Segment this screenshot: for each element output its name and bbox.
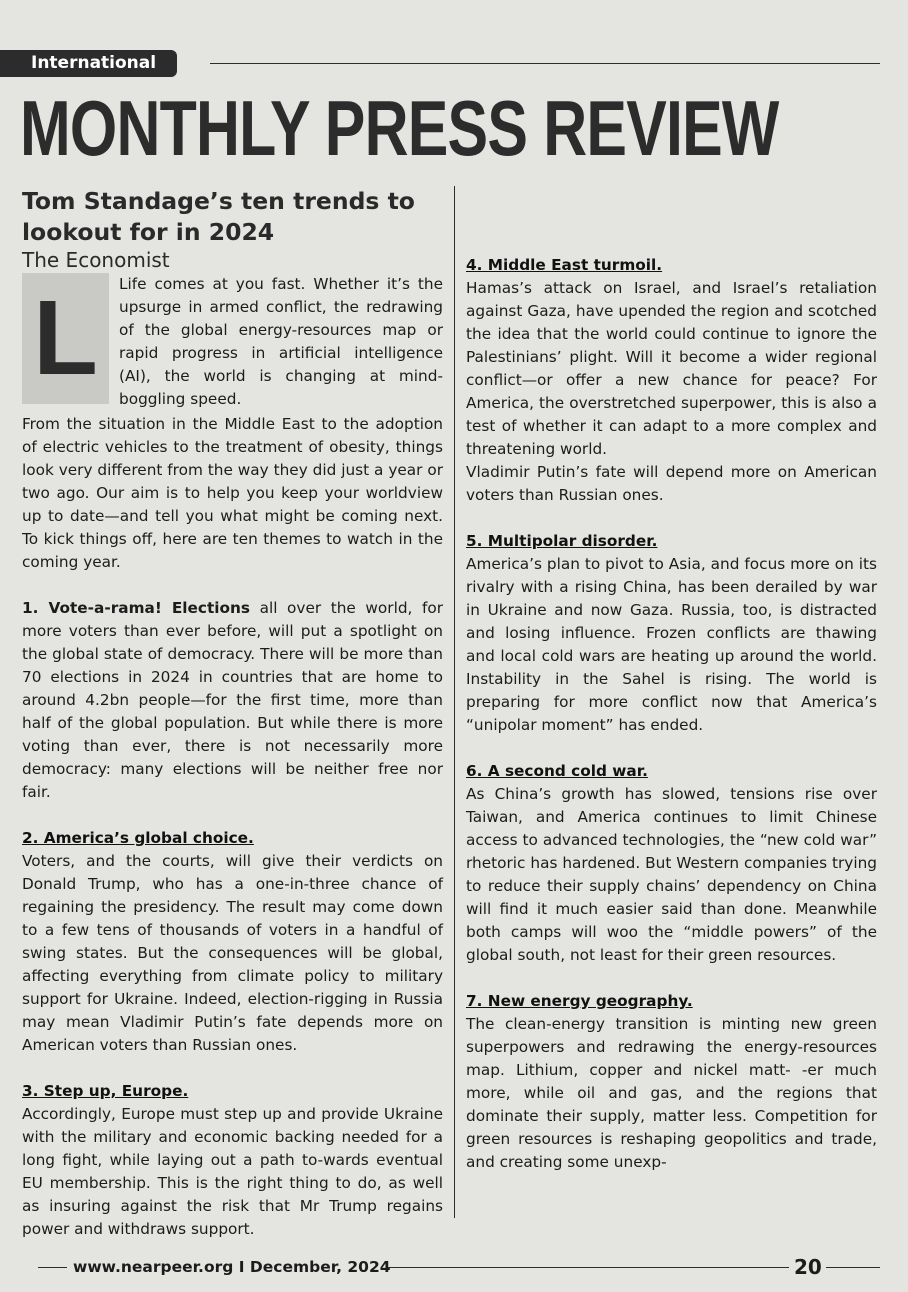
trend-7-body: The clean-energy transition is minting new green superpowers and redrawing the energy-resources map. Lithium, copper and nickel matt- -er much more, while oil and gas, and the regions that dominate their supply, matter less. Competition for green resources is reshaping geopolitics and trade, and creating some unexp-	[466, 1015, 877, 1171]
trend-6-heading: 6. A second cold war.	[466, 762, 648, 780]
trend-5-heading: 5. Multipolar disorder.	[466, 532, 658, 550]
section-tag: International	[0, 50, 177, 77]
header-rule	[210, 63, 880, 64]
intro-block	[22, 273, 443, 411]
trend-4-body: Hamas’s attack on Israel, and Israel’s retaliation against Gaza, have upended the region and scotched the idea that the world could continue to ignore the Palestinians’ plight. Will it become a wider regional conflict—or offer a new chance for peace? For America, the overstretched superpower, this is also a test of whether it can adapt to a more complex and threatening world.	[466, 279, 877, 458]
trend-5-body: America’s plan to pivot to Asia, and focus more on its rivalry with a rising China, has been derailed by war in Ukraine and now Gaza. Russia, too, is distracted and losing influence. Frozen conflicts are thawing and local cold wars are heating up around the world. Instability in the Sahel is rising. The world is preparing for more conflict now that America’s “unipolar moment” has ended.	[466, 555, 877, 734]
trend-1-lead: 1. Vote-a-rama! Elections	[22, 599, 251, 617]
footer-rule-right	[826, 1267, 880, 1268]
trend-6-body: As China’s growth has slowed, tensions rise over Taiwan, and America continues to limit Chinese access to advanced technologies, the “new cold war” rhetoric has hardened. But Western companies trying to reduce their supply chains’ dependency on China will find it much easier said than done. Meanwhile both camps will woo the “middle powers” of the global south, not least for their green resources.	[466, 785, 877, 964]
footer-rule-left	[38, 1267, 67, 1268]
trend-4-extra: Vladimir Putin’s fate will depend more on American voters than Russian ones.	[466, 463, 877, 504]
left-column	[22, 186, 443, 1241]
intro-paragraph: Life comes at you fast. Whether it’s the upsurge in armed conflict, the redrawing of the global energy-resources map or rapid progress in artificial intelligence (AI), the world is changing at mind-boggling speed.	[119, 275, 443, 408]
footer-rule-middle	[388, 1267, 789, 1268]
article-source: The Economist	[22, 248, 170, 272]
footer-text: www.nearpeer.org I December, 2024	[73, 1258, 391, 1276]
masthead-title: MONTHLY PRESS REVIEW	[20, 84, 779, 172]
trend-2-heading: 2. America’s global choice.	[22, 829, 254, 847]
trend-7-heading: 7. New energy geography.	[466, 992, 693, 1010]
trend-3-heading: 3. Step up, Europe.	[22, 1082, 189, 1100]
trend-2-body: Voters, and the courts, will give their verdicts on Donald Trump, who has a one-in-three chance of regaining the presidency. The result may come down to a few tens of thousands of voters in a handful of swing states. But the consequences will be global, affecting everything from climate policy to military support for Ukraine. Indeed, election-rigging in Russia may mean Vladimir Putin’s fate depends more on American voters than Russian ones.	[22, 852, 443, 1054]
trend-3-body: Accordingly, Europe must step up and provide Ukraine with the military and economic backing needed for a long fight, while laying out a path to-wards eventual EU membership. This is the right thing to do, as well as insuring against the risk that Mr Trump regains power and withdraws support.	[22, 1105, 443, 1238]
drop-cap: L	[22, 273, 109, 404]
intro-paragraph-2: From the situation in the Middle East to the adoption of electric vehicles to the treatment of obesity, things look very different from the way they did just a year or two ago. Our aim is to help you keep your worldview up to date—and tell you what might be coming next. To kick things off, here are ten themes to watch in the coming year.	[22, 415, 443, 571]
trend-1-body: all over the world, for more voters than ever before, will put a spotlight on the global state of democracy. There will be more than 70 elections in 2024 in countries that are home to around 4.2bn people—for the first time, more than half of the global population. But while there is more voting than ever, there is not necessarily more democracy: many elections will be neither free nor fair.	[22, 599, 444, 801]
trend-1-paragraph	[22, 597, 443, 804]
trend-4-heading: 4. Middle East turmoil.	[466, 256, 663, 274]
right-column	[466, 186, 877, 1174]
page-number: 20	[794, 1255, 822, 1279]
column-divider	[454, 186, 455, 1218]
article-title: Tom Standage’s ten trends to lookout for in 2024	[22, 187, 415, 246]
